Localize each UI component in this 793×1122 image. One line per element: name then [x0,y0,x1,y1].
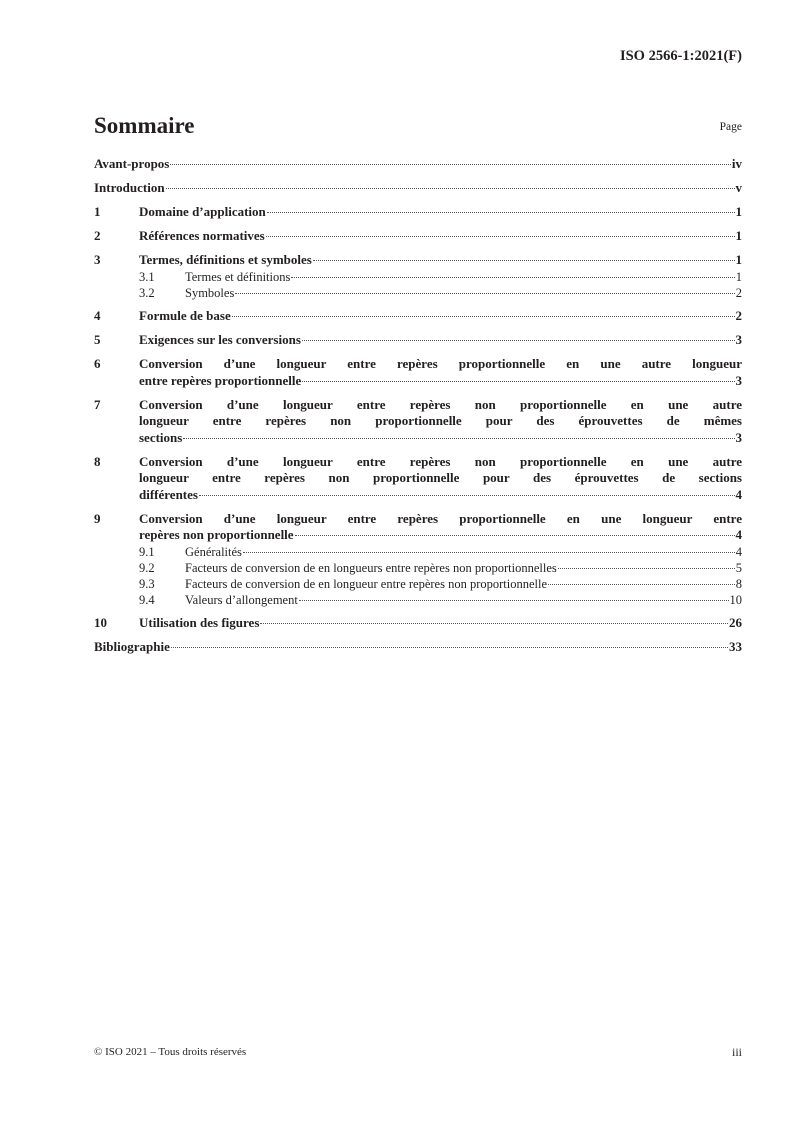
toc-entry-page: 4 [735,486,742,502]
toc-entry-title-line: Bibliographie [94,639,170,654]
toc-entry[interactable] [94,592,742,608]
toc-entry[interactable] [94,252,742,269]
toc-entry[interactable] [94,269,742,285]
dot-leader [266,236,735,237]
toc-entry-title-line: Facteurs de conversion de en longueurs entre repères non proportionnelles [185,560,557,575]
toc-entry-page: v [735,180,742,195]
toc-entry-page: 4 [735,544,742,559]
toc-entry-title-line: différentes [139,486,198,502]
document-id: ISO 2566-1:2021(F) [619,48,742,64]
toc-entry[interactable] [94,180,742,197]
toc-entry-title-line: Références normatives [139,228,265,243]
toc-entry-page: 1 [735,252,742,267]
toc-entry-title-line: longueur entre repères non proportionnelle pour des éprouvettes de sections [139,470,742,485]
toc-entry-page: 2 [735,308,742,323]
toc-entry-title-line: Domaine d’application [139,204,266,219]
dot-leader [558,568,735,569]
footer-copyright: © ISO 2021 – Tous droits réservés [94,1046,247,1058]
footer-page-number: iii [731,1045,742,1059]
dot-leader [243,552,735,553]
dot-leader [548,584,735,585]
toc-entry-number: 4 [94,308,101,323]
toc-entry-title-line: Avant-propos [94,156,170,171]
dot-leader [232,316,735,317]
toc-entry[interactable] [94,228,742,245]
toc-entry-page: 2 [735,285,742,300]
toc-entry[interactable] [94,615,742,632]
toc-entry-title-line: Termes et définitions [185,269,291,284]
toc-entry-page: iv [731,156,742,171]
table-of-contents [94,156,742,656]
dot-leader [313,260,735,261]
toc-entry-title-line: Valeurs d’allongement [185,592,298,607]
toc-entry-title-line: Conversion d’une longueur entre repères non proportionnelle en une autre [139,396,742,412]
dot-leader [235,293,734,294]
toc-entry-title-line: entre repères proportionnelle [139,372,302,388]
toc-entry-number: 2 [94,228,101,243]
toc-entry-number: 8 [94,453,101,469]
dot-leader [166,188,735,189]
toc-entry-page: 5 [735,560,742,575]
toc-entry-title-line: Conversion d’une longueur entre repères proportionnelle en une longueur entre [139,510,742,526]
toc-entry-number: 5 [94,332,101,347]
toc-entry-title-line: repères non proportionnelle [139,527,294,542]
toc-entry-page: 3 [735,372,742,388]
dot-leader [299,600,729,601]
page-title: Sommaire [94,113,195,138]
toc-entry-number: 9.3 [139,576,155,591]
dot-leader [267,212,735,213]
page-column-label: Page [719,121,742,133]
toc-entry-title-line: Généralités [185,544,242,559]
toc-entry-number: 6 [94,356,101,371]
toc-entry-title-line: sections [139,429,183,445]
toc-entry-number: 9.1 [139,544,155,559]
toc-entry[interactable] [94,332,742,349]
toc-entry-title-line: Exigences sur les conversions [139,332,301,347]
toc-entry-number: 3.1 [139,269,155,284]
dot-leader [260,623,728,624]
toc-entry-number: 10 [94,615,107,630]
toc-entry-number: 9.2 [139,560,155,575]
dot-leader [170,164,731,165]
dot-leader [199,495,735,496]
toc-entry-page: 26 [729,615,742,630]
toc-entry[interactable] [94,156,742,173]
toc-entry[interactable] [94,544,742,560]
toc-entry-title-line: Facteurs de conversion de en longueur entre repères non proportionnelle [185,576,548,591]
toc-entry[interactable] [94,397,742,447]
toc-entry-page: 3 [735,429,742,445]
dot-leader [302,381,734,382]
toc-entry-title-line: Symboles [185,285,235,300]
toc-entry-title-line: Conversion d’une longueur entre repères proportionnelle en une autre longueur [139,356,742,371]
toc-entry-page: 1 [735,269,742,284]
toc-entry-title-line: Utilisation des figures [139,615,260,630]
dot-leader [302,340,735,341]
toc-entry-page: 1 [735,204,742,219]
dot-leader [291,277,734,278]
toc-entry-number: 9.4 [139,592,155,607]
toc-entry-number: 1 [94,204,101,219]
toc-entry[interactable] [94,639,742,656]
toc-entry-number: 3 [94,252,101,267]
toc-entry[interactable] [94,285,742,301]
toc-entry-number: 7 [94,396,101,412]
toc-entry-title-line: Termes, définitions et symboles [139,252,312,267]
toc-entry[interactable] [94,204,742,221]
toc-entry[interactable] [94,356,742,389]
toc-entry-page: 4 [735,527,742,542]
toc-entry[interactable] [94,308,742,325]
dot-leader [171,647,728,648]
toc-entry-page: 10 [729,592,742,607]
toc-entry[interactable] [94,511,742,544]
toc-entry-title-line: Introduction [94,180,165,195]
toc-entry-title-line: Formule de base [139,308,231,323]
toc-entry-number: 9 [94,510,101,526]
toc-entry[interactable] [94,576,742,592]
toc-entry-page: 8 [735,576,742,591]
toc-entry-title-line: longueur entre repères non proportionnelle pour des éprouvettes de mêmes [139,413,742,428]
toc-entry-page: 1 [735,228,742,243]
toc-entry[interactable] [94,454,742,504]
toc-entry-title-line: Conversion d’une longueur entre repères non proportionnelle en une autre [139,453,742,469]
toc-entry-page: 3 [735,332,742,347]
dot-leader [183,438,734,439]
toc-entry[interactable] [94,560,742,576]
dot-leader [295,535,735,536]
toc-entry-number: 3.2 [139,285,155,300]
toc-entry-page: 33 [729,639,742,654]
